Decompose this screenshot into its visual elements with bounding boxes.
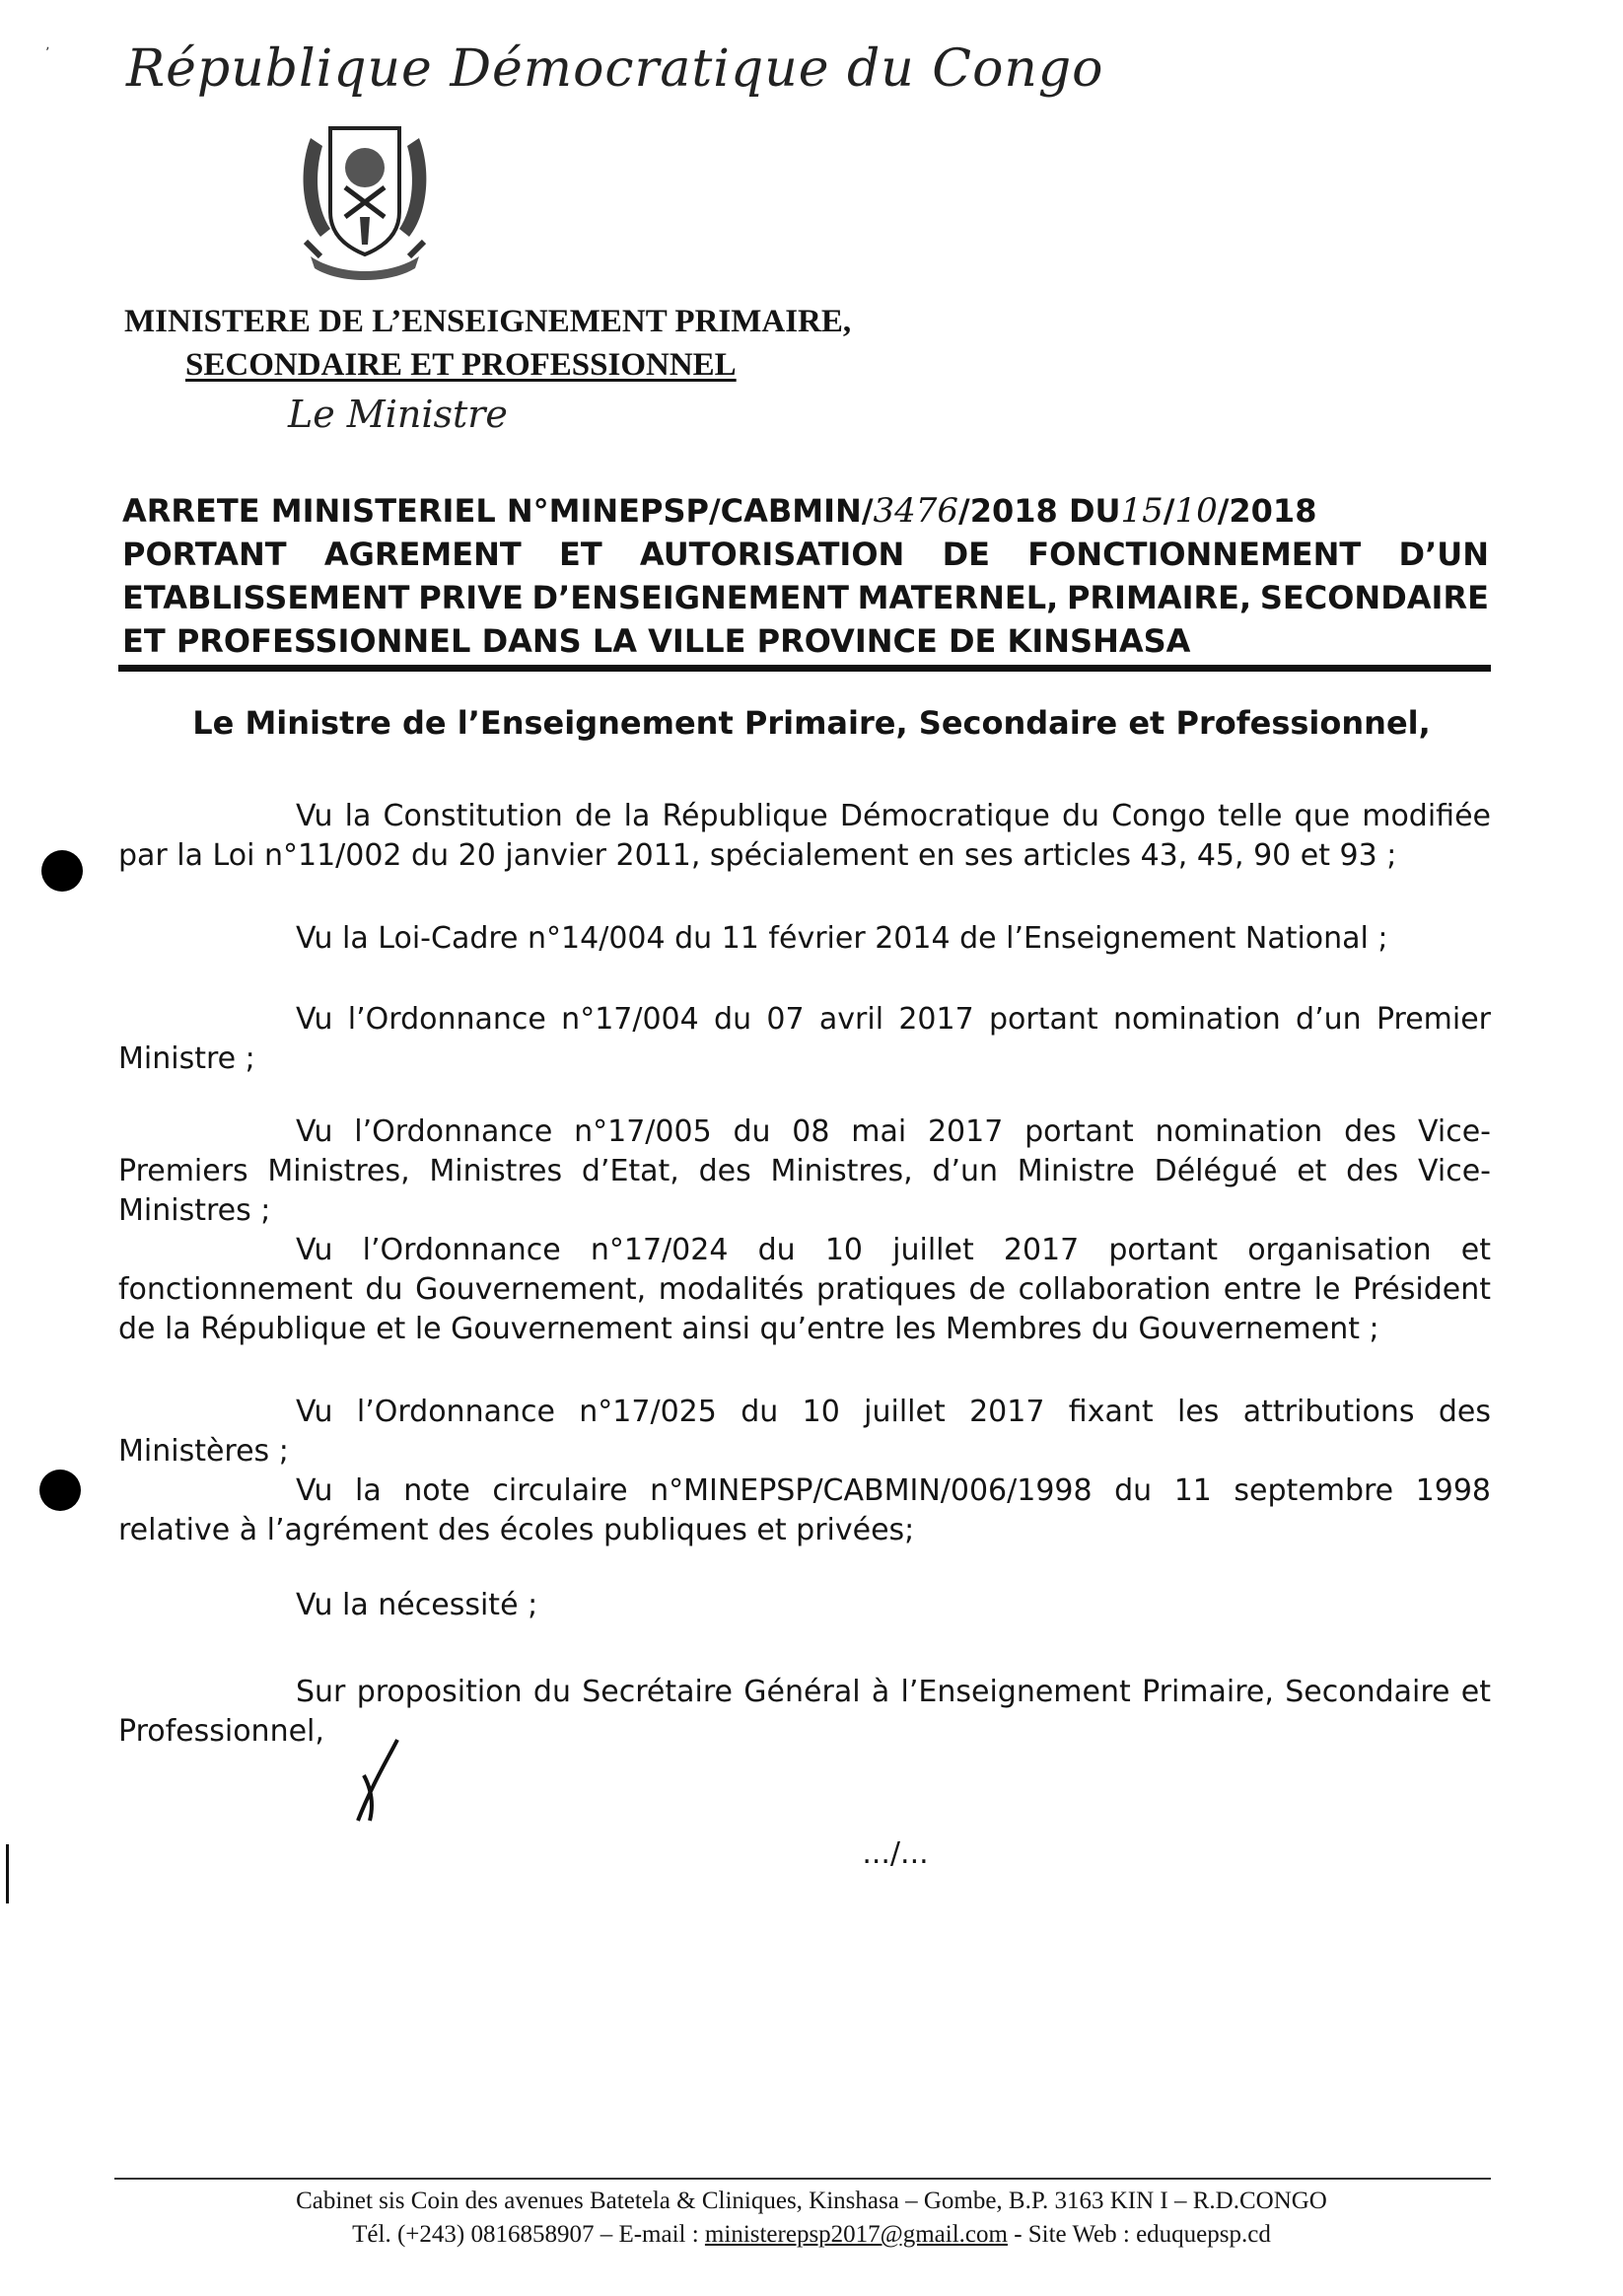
footer-address: Cabinet sis Coin des avenues Batetela & Cliniques, Kinshasa – Gombe, B.P. 3163 KIN I – R.D.CONGO — [296, 2188, 1327, 2214]
title-line-1 — [122, 491, 1489, 535]
continuation-mark: .../... — [862, 1836, 929, 1871]
corner-mark: ʼ — [45, 45, 50, 61]
paragraph-ordonnance-005: Vu l’Ordonnance n°17/005 du 08 mai 2017 portant nomination des Vice-Premiers Ministres, Ministres d’Etat, des Ministres, d’un Ministre Délégué et des Vice-Ministres ; — [118, 1114, 1491, 1228]
paragraph-loi-cadre: Vu la Loi-Cadre n°14/004 du 11 février 2014 de l’Enseignement National ; — [296, 921, 1388, 956]
title-divider — [118, 665, 1491, 672]
handwritten-month: 10 — [1174, 491, 1218, 531]
paragraph-constitution: Vu la Constitution de la République Démocratique du Congo telle que modifiée par la Loi n°11/002 du 20 janvier 2011, spécialement en ses articles 43, 45, 90 et 93 ; — [118, 799, 1491, 873]
paragraph-proposition: Sur proposition du Secrétaire Général à l’Enseignement Primaire, Secondaire et Professionnel, — [118, 1675, 1491, 1749]
title-line-3: ETABLISSEMENT PRIVE D’ENSEIGNEMENT MATERNEL, PRIMAIRE, SECONDAIRE — [122, 579, 1489, 616]
footer-contact: Tél. (+243) 0816858907 – E-mail : ministerepsp2017@gmail.com - Site Web : eduquepsp.cd — [352, 2221, 1271, 2248]
paragraph-note-circulaire: Vu la note circulaire n°MINEPSP/CABMIN/006/1998 du 11 septembre 1998 relative à l’agrément des écoles publiques et privées; — [118, 1473, 1491, 1547]
title-part-1: ARRETE MINISTERIEL N°MINEPSP/CABMIN/3476/2018 DU15/10/2018 — [122, 491, 1317, 531]
decree-title — [122, 491, 1489, 665]
handwritten-initial — [350, 1736, 409, 1825]
punch-hole-mark — [41, 850, 83, 892]
ministry-name-line2: SECONDAIRE ET PROFESSIONNEL — [185, 347, 737, 383]
ministry-name-line1: MINISTERE DE L’ENSEIGNEMENT PRIMAIRE, — [124, 304, 852, 339]
footer-email-link[interactable]: ministerepsp2017@gmail.com — [704, 2221, 1008, 2248]
footer-divider — [114, 2178, 1491, 2180]
paragraph-ordonnance-004: Vu l’Ordonnance n°17/004 du 07 avril 2017 portant nomination d’un Premier Ministre ; — [118, 1002, 1491, 1076]
handwritten-decree-number: 3476 — [873, 491, 959, 531]
title-line-2: PORTANT AGREMENT ET AUTORISATION DE FONCTIONNEMENT D’UN — [122, 536, 1489, 573]
paragraph-necessite: Vu la nécessité ; — [296, 1588, 538, 1622]
punch-hole-mark — [39, 1470, 81, 1511]
minister-signature-heading: Le Ministre — [288, 393, 508, 436]
country-heading: République Démocratique du Congo — [126, 39, 1104, 99]
paragraph-ordonnance-024: Vu l’Ordonnance n°17/024 du 10 juillet 2017 portant organisation et fonctionnement du Gouvernement, modalités pratiques de collaboration entre le Président de la République et le Gouvernement ainsi qu’entre les Membres du Gouvernement ; — [118, 1233, 1491, 1346]
paragraph-ordonnance-025: Vu l’Ordonnance n°17/025 du 10 juillet 2017 fixant les attributions des Ministères ; — [118, 1395, 1491, 1469]
minister-subtitle: Le Ministre de l’Enseignement Primaire, Secondaire et Professionnel, — [192, 704, 1431, 742]
handwritten-day: 15 — [1120, 491, 1164, 531]
coat-of-arms-emblem — [291, 118, 439, 286]
title-line-4: ET PROFESSIONNEL DANS LA VILLE PROVINCE DE KINSHASA — [122, 622, 1191, 660]
